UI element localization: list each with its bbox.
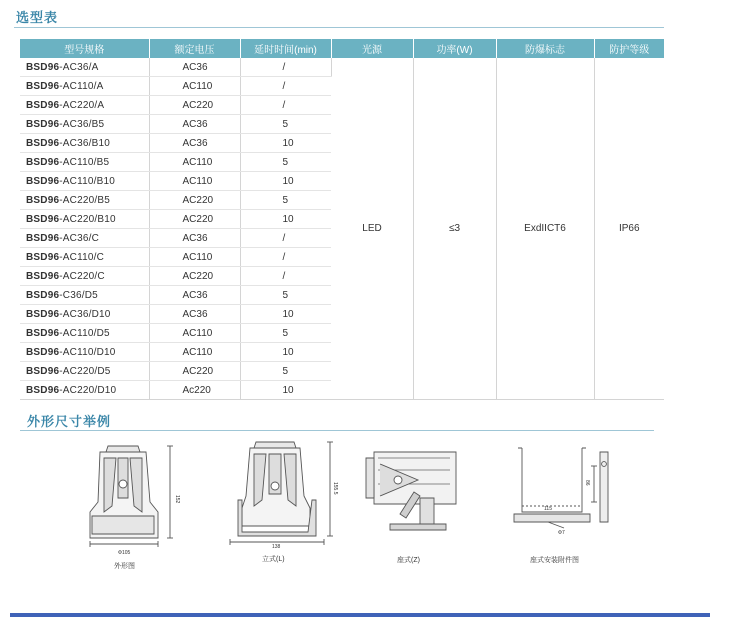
model-suffix: -AC110/D5	[59, 327, 110, 339]
voltage-cell: AC110	[149, 324, 240, 343]
model-suffix: -AC36/A	[59, 61, 99, 73]
table-header-row	[20, 39, 664, 58]
delay-cell: /	[240, 229, 331, 248]
model-cell	[20, 191, 149, 210]
delay-cell: /	[240, 58, 331, 77]
voltage-cell: AC220	[149, 210, 240, 229]
model-suffix: -AC36/C	[59, 232, 99, 244]
model-suffix: -AC36/B5	[59, 118, 105, 130]
fig2-dim-height: 155.5	[332, 482, 338, 495]
model-prefix: BSD96	[26, 137, 60, 149]
voltage-cell: AC36	[149, 58, 240, 77]
model-prefix: BSD96	[26, 213, 60, 225]
model-suffix: -AC220/B5	[59, 194, 110, 206]
delay-cell: 10	[240, 210, 331, 229]
delay-cell: /	[240, 248, 331, 267]
model-cell	[20, 362, 149, 381]
model-cell	[20, 305, 149, 324]
delay-cell: 5	[240, 362, 331, 381]
section-divider	[14, 27, 664, 28]
model-suffix: -AC36/B10	[59, 137, 110, 149]
model-prefix: BSD96	[26, 365, 60, 377]
delay-cell: 10	[240, 343, 331, 362]
fig1-dim-height: 152	[174, 495, 180, 504]
model-prefix: BSD96	[26, 232, 60, 244]
selection-table	[20, 39, 664, 400]
model-suffix: -AC110/B10	[59, 175, 115, 187]
fig1-dim-width: Φ105	[118, 550, 131, 556]
fig3-caption: 座式(Z)	[397, 557, 420, 564]
model-cell	[20, 343, 149, 362]
light-source-cell: LED	[331, 58, 413, 400]
voltage-cell: AC36	[149, 229, 240, 248]
model-cell	[20, 324, 149, 343]
model-cell	[20, 153, 149, 172]
voltage-cell: AC220	[149, 96, 240, 115]
header-explosion-mark: 防爆标志	[496, 39, 594, 58]
fig4-dim-width: 115	[544, 506, 552, 512]
delay-cell: 10	[240, 172, 331, 191]
section-divider	[20, 430, 654, 431]
model-cell	[20, 381, 149, 400]
model-cell	[20, 77, 149, 96]
footer-bar	[10, 613, 710, 617]
model-prefix: BSD96	[26, 61, 60, 73]
model-cell	[20, 115, 149, 134]
model-prefix: BSD96	[26, 327, 60, 339]
seat-type-drawing	[360, 440, 468, 540]
explosion-mark-cell: ExdIICT6	[496, 58, 594, 400]
voltage-cell: AC110	[149, 248, 240, 267]
model-prefix: BSD96	[26, 118, 60, 130]
fig1-caption: 外形图	[114, 563, 135, 570]
model-suffix: -AC36/D10	[59, 308, 111, 320]
delay-cell: 10	[240, 305, 331, 324]
model-suffix: -AC220/C	[59, 270, 105, 282]
fig4-dim-hole: Φ7	[558, 530, 565, 536]
power-cell: ≤3	[413, 58, 496, 400]
delay-cell: /	[240, 96, 331, 115]
protection-cell: IP66	[594, 58, 664, 400]
delay-cell: 5	[240, 286, 331, 305]
voltage-cell: AC36	[149, 286, 240, 305]
model-prefix: BSD96	[26, 80, 60, 92]
delay-cell: 10	[240, 381, 331, 400]
mounting-accessory-drawing	[508, 442, 620, 538]
delay-cell: 10	[240, 134, 331, 153]
voltage-cell: AC36	[149, 115, 240, 134]
fig4-dim-height: 86	[584, 480, 590, 486]
delay-cell: 5	[240, 153, 331, 172]
model-suffix: -AC110/B5	[59, 156, 110, 168]
voltage-cell: AC36	[149, 134, 240, 153]
table-row	[20, 58, 664, 77]
fig2-caption: 立式(L)	[262, 556, 285, 563]
model-cell	[20, 248, 149, 267]
voltage-cell: AC110	[149, 77, 240, 96]
outline-drawing	[78, 440, 190, 560]
voltage-cell: AC110	[149, 153, 240, 172]
model-prefix: BSD96	[26, 194, 60, 206]
delay-cell: /	[240, 267, 331, 286]
section-title-dimensions: 外形尺寸举例	[27, 414, 112, 429]
model-prefix: BSD96	[26, 308, 60, 320]
delay-cell: /	[240, 77, 331, 96]
model-cell	[20, 96, 149, 115]
voltage-cell: AC36	[149, 305, 240, 324]
model-prefix: BSD96	[26, 156, 60, 168]
header-voltage: 额定电压	[149, 39, 240, 58]
table-body	[20, 58, 664, 400]
voltage-cell: AC220	[149, 267, 240, 286]
model-suffix: -C36/D5	[59, 289, 98, 301]
model-suffix: -AC110/D10	[59, 346, 116, 358]
fig4-caption: 座式安装附件图	[530, 557, 579, 564]
voltage-cell: AC220	[149, 191, 240, 210]
voltage-cell: AC110	[149, 172, 240, 191]
model-prefix: BSD96	[26, 175, 60, 187]
model-cell	[20, 286, 149, 305]
model-cell	[20, 229, 149, 248]
model-prefix: BSD96	[26, 346, 60, 358]
header-protection: 防护等级	[594, 39, 664, 58]
model-prefix: BSD96	[26, 384, 60, 396]
header-light-source: 光源	[331, 39, 413, 58]
model-suffix: -AC220/A	[59, 99, 105, 111]
model-cell	[20, 267, 149, 286]
model-cell	[20, 210, 149, 229]
model-cell	[20, 172, 149, 191]
model-cell	[20, 58, 149, 77]
fig2-dim-width: 138	[272, 544, 281, 550]
model-suffix: -AC110/C	[59, 251, 105, 263]
model-prefix: BSD96	[26, 270, 60, 282]
section-title-selection: 选型表	[16, 10, 59, 25]
voltage-cell: Ac220	[149, 381, 240, 400]
delay-cell: 5	[240, 324, 331, 343]
header-power: 功率(W)	[413, 39, 496, 58]
voltage-cell: AC220	[149, 362, 240, 381]
model-suffix: -AC110/A	[59, 80, 104, 92]
standing-type-drawing	[222, 438, 340, 554]
model-suffix: -AC220/D10	[59, 384, 117, 396]
header-delay: 延时时间(min)	[240, 39, 331, 58]
model-cell	[20, 134, 149, 153]
model-suffix: -AC220/D5	[59, 365, 111, 377]
model-prefix: BSD96	[26, 289, 60, 301]
voltage-cell: AC110	[149, 343, 240, 362]
model-prefix: BSD96	[26, 99, 60, 111]
delay-cell: 5	[240, 115, 331, 134]
model-suffix: -AC220/B10	[59, 213, 116, 225]
delay-cell: 5	[240, 191, 331, 210]
header-model: 型号规格	[20, 39, 149, 58]
model-prefix: BSD96	[26, 251, 60, 263]
